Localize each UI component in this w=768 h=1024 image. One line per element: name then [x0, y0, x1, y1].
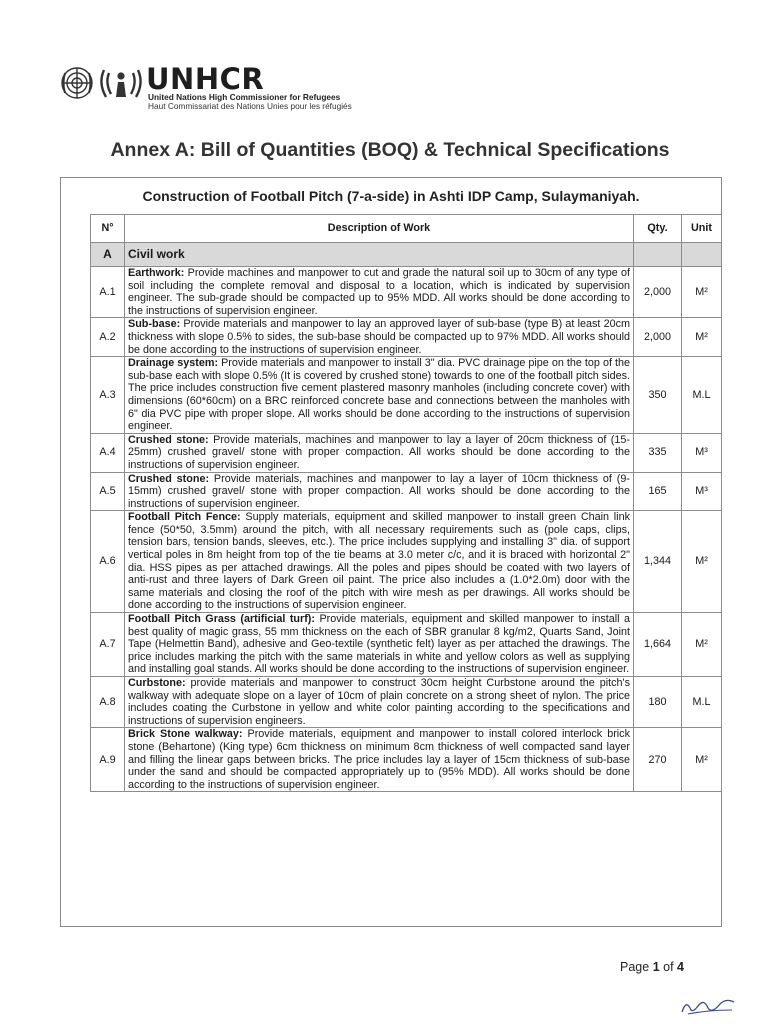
- item-text: Provide materials, equipment and manpower to install colored interlock brick stone (Behartone) (King type) 6cm thickness on minimum 8cm thickness of well compacted sand layer and filling the linear gaps between bricks. The price includes lay a layer of 15cm thickness of sub-base under the sand and should be compacted appropriately up to (95% MDD). All works should be done according to the instructions of supervision engineer.: [128, 728, 630, 791]
- item-title: Crushed stone:: [128, 433, 209, 446]
- item-text: Supply materials, equipment and skilled manpower to install green Chain link fence (50*50, 3.5mm) around the pitch, with all necessary requirements such as (pole caps, clips, tension bars, tension bands, sleeves, etc.). The price includes supplying and installing 3" dia. of support vertical poles in 8m height from top of the tie beams at 3.0 meter c/c, and it is braced with horizontal 2" dia. HSS pipes as per attached drawings. All the poles and pipes should be coated with two layers of anti-rust and three layers of Dark Green oil paint. The price also includes a (1.0*2.0m) door with the same materials and closing the roof of the pitch with wire mesh as per drawings. All works should be done according to the instructions of supervision engineer.: [128, 511, 630, 612]
- section-label: Civil work: [125, 243, 634, 267]
- item-unit: M²: [682, 728, 722, 792]
- item-description: [125, 267, 634, 318]
- item-title: Sub-base:: [128, 318, 181, 331]
- item-qty: 2,000: [634, 267, 682, 318]
- item-text: Provide materials, machines and manpower to lay a layer of 10cm thickness of (9-15mm) crushed gravel/ stone with proper compaction. All works should be done according to the instructions of supervision engineer.: [128, 472, 630, 510]
- unhcr-logo: [60, 62, 380, 111]
- item-unit: M²: [682, 318, 722, 357]
- section-qty-empty: [634, 243, 682, 267]
- col-header-unit: Unit: [682, 215, 722, 243]
- item-text: Provide materials, machines and manpower to lay a layer of 20cm thickness of (15-25mm) crushed gravel/ stone with proper compaction. All works should be done according to the instructions of supervision engineer.: [128, 433, 630, 471]
- org-full-name-en: United Nations High Commissioner for Refugees: [148, 92, 341, 102]
- item-unit: M³: [682, 472, 722, 511]
- item-no: A.4: [91, 433, 125, 472]
- table-row: [91, 613, 722, 677]
- item-description: [125, 472, 634, 511]
- boq-table: [90, 214, 722, 792]
- item-no: A.3: [91, 357, 125, 434]
- org-full-name-fr: Haut Commissariat des Nations Unies pour les réfugiés: [148, 101, 352, 111]
- item-no: A.2: [91, 318, 125, 357]
- item-no: A.9: [91, 728, 125, 792]
- item-title: Earthwork:: [128, 267, 185, 279]
- section-row: [91, 243, 722, 267]
- col-header-description: Description of Work: [125, 215, 634, 243]
- item-qty: 335: [634, 433, 682, 472]
- item-no: A.8: [91, 677, 125, 728]
- item-title: Drainage system:: [128, 357, 219, 370]
- item-title: Crushed stone:: [128, 472, 210, 485]
- table-header-row: [91, 215, 722, 243]
- page-total: 4: [677, 960, 684, 974]
- item-unit: M.L: [682, 677, 722, 728]
- page-title: Annex A: Bill of Quantities (BOQ) & Technical Specifications: [110, 139, 670, 161]
- page-of: of: [663, 960, 674, 974]
- item-qty: 270: [634, 728, 682, 792]
- item-no: A.5: [91, 472, 125, 511]
- table-row: [91, 728, 722, 792]
- page-label: Page: [620, 960, 650, 974]
- col-header-qty: Qty.: [634, 215, 682, 243]
- item-qty: 165: [634, 472, 682, 511]
- section-unit-empty: [682, 243, 722, 267]
- item-unit: M²: [682, 511, 722, 613]
- signature-icon: [678, 996, 738, 1018]
- item-description: [125, 511, 634, 613]
- table-row: [91, 357, 722, 434]
- item-unit: M.L: [682, 357, 722, 434]
- item-description: [125, 677, 634, 728]
- item-description: [125, 613, 634, 677]
- item-qty: 2,000: [634, 318, 682, 357]
- item-text: Provide machines and manpower to cut and grade the natural soil up to 30cm of any type of soil including the complete removal and disposal to a location, which is indicated by supervision engineer. The sub-grade should be compacted up to 95% MDD. All works should be done according to the instructions of supervision engineer.: [128, 267, 630, 317]
- table-row: [91, 472, 722, 511]
- project-subtitle: Construction of Football Pitch (7-a-side) in Ashti IDP Camp, Sulaymaniyah.: [142, 188, 640, 204]
- item-qty: 350: [634, 357, 682, 434]
- table-row: [91, 511, 722, 613]
- org-name: UNHCR: [146, 62, 265, 96]
- item-text: Provide materials and manpower to lay an approved layer of sub-base (type B) at least 20cm thickness with slope 0.5% to sides, the sub-base should be compacted up to 97% MDD. All works should be done according to the instructions of supervision engineer.: [128, 318, 630, 356]
- item-unit: M³: [682, 433, 722, 472]
- item-title: Curbstone:: [128, 677, 186, 689]
- boq-sheet: [60, 177, 722, 927]
- table-row: [91, 433, 722, 472]
- table-row: [91, 267, 722, 318]
- item-unit: M²: [682, 267, 722, 318]
- item-text: provide materials and manpower to construct 30cm height Curbstone around the pitch's walkway with adequate slope on a layer of 10cm of plain concrete on a strong sheet of nylon. The price includes coating the Curbstone in yellow and white color painting according to the specifications and instructions of supervision engineers.: [128, 677, 630, 727]
- item-description: [125, 433, 634, 472]
- item-description: [125, 728, 634, 792]
- item-description: [125, 318, 634, 357]
- item-no: A.1: [91, 267, 125, 318]
- un-emblem-icon: [60, 64, 146, 104]
- col-header-no: N°: [91, 215, 125, 243]
- item-qty: 1,344: [634, 511, 682, 613]
- item-title: Football Pitch Grass (artificial turf):: [128, 613, 316, 626]
- item-text: Provide materials and manpower to install 3" dia. PVC drainage pipe on the top of the sub-base each with slope 0.5% (It is covered by crushed stone) towards to one of the football pitch sides. The price includes construction five cement plastered masonry manholes (including concrete cover) with dimensions (60*60cm) on a BRC reinforced concrete base and connections between the manholes with 6" dia PVC pipe with proper slope. All works should be done according to the instructions of supervision engineer.: [128, 357, 631, 433]
- item-description: [125, 357, 634, 434]
- item-title: Brick Stone walkway:: [128, 728, 243, 741]
- item-qty: 180: [634, 677, 682, 728]
- page-current: 1: [652, 960, 660, 974]
- page-number: [620, 960, 684, 974]
- item-no: A.7: [91, 613, 125, 677]
- item-text: Provide materials, equipment and skilled manpower to install a best quality of magic grass, 55 mm thickness on the each of SBR granular 8 kg/m2, Quarts Sand, Joint Tape (Helmettin Band), adhesive and Geo-textile (synthetic felt) layer as per attached the drawings. The price includes marking the pitch with the same materials in white and yellow colors as well as supplying and installing goal stands. All works should be done according to the instructions of supervision engineer.: [128, 613, 631, 676]
- section-no: A: [91, 243, 125, 267]
- table-row: [91, 318, 722, 357]
- item-title: Football Pitch Fence:: [128, 511, 241, 524]
- item-qty: 1,664: [634, 613, 682, 677]
- item-no: A.6: [91, 511, 125, 613]
- item-unit: M²: [682, 613, 722, 677]
- table-row: [91, 677, 722, 728]
